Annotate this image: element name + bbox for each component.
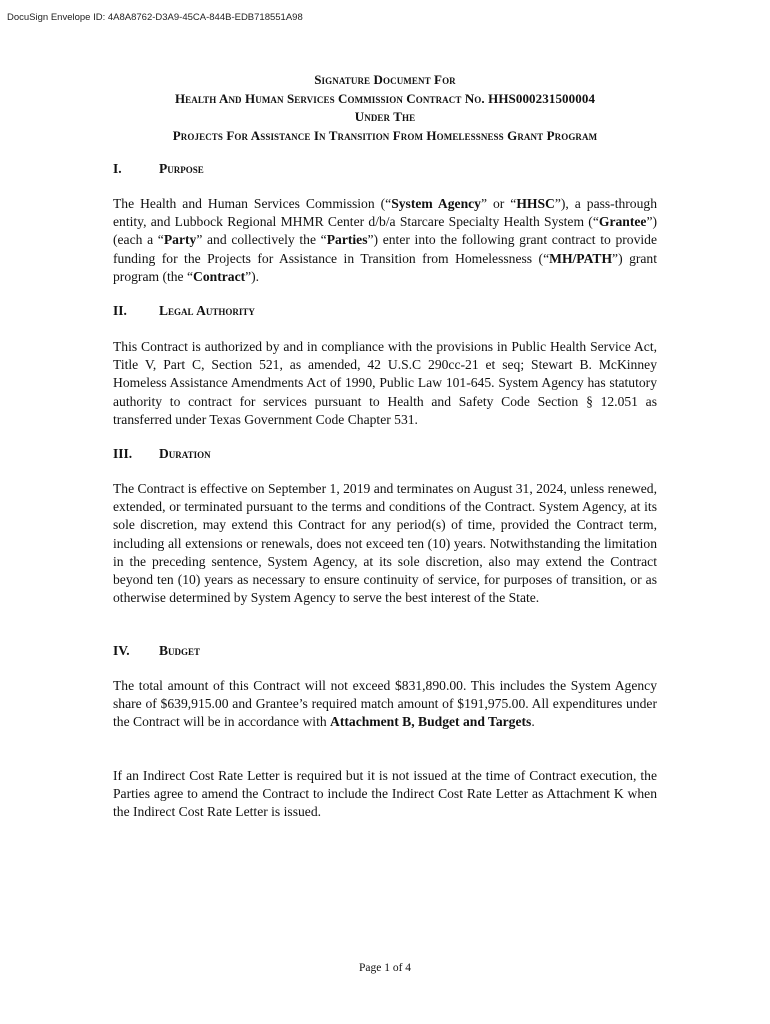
budget-paragraph-1: The total amount of this Contract will not exceed $831,890.00. This includes the System Agency share of $639,915.00 and Grantee’s required match amount of $191,975.00. All expenditures under the Contract will be in accordance with Attachment B, Budget and Targets. [113,678,657,730]
section-number: III. [113,446,133,461]
section-heading-purpose [113,161,204,177]
section-heading-budget [113,643,200,659]
section-title: Legal Authority [159,303,255,318]
section-heading-duration [113,446,211,462]
section-title: Purpose [159,161,204,176]
section-heading-legal-authority [113,303,255,319]
purpose-paragraph: The Health and Human Services Commission (“System Agency” or “HHSC”), a pass-through entity, and Lubbock Regional MHMR Center d/b/a Starcare Specialty Health System (“Grantee”) (each a “Party” and collectively the “Parties”) enter into the following grant contract to provide funding for the Projects for Assistance in Transition from Homelessness (“MH/PATH”) grant program (the “Contract”). [113,196,657,284]
legal-authority-paragraph: This Contract is authorized by and in compliance with the provisions in Public Health Service Act, Title V, Part C, Section 521, as amended, 42 U.S.C 290cc-21 et seq; Stewart B. McKinney Homeless Assistance Amendments Act of 1990, Public Law 101-645. System Agency has statutory authority to contract for services pursuant to Health and Safety Code Section § 12.051 as transferred under Texas Government Code Chapter 531. [113,339,657,427]
section-number: I. [113,161,122,176]
budget-paragraph-2: If an Indirect Cost Rate Letter is required but it is not issued at the time of Contract execution, the Parties agree to amend the Contract to include the Indirect Cost Rate Letter as Attachment K when the Indirect Cost Rate Letter is issued. [113,768,657,820]
section-title: Duration [159,446,211,461]
title-line-3: Under The [354,109,416,124]
title-line-1: Signature Document For [314,72,456,87]
document-title [0,71,770,145]
section-number: IV. [113,643,130,658]
docusign-envelope-id: DocuSign Envelope ID: 4A8A8762-D3A9-45CA-844B-EDB718551A98 [7,12,303,23]
section-title: Budget [159,643,201,658]
duration-paragraph: The Contract is effective on September 1, 2019 and terminates on August 31, 2024, unless renewed, extended, or terminated pursuant to the terms and conditions of the Contract. System Agency, at its sole discretion, may extend this Contract for any period(s) of time, provided the Contract term, including all extensions or renewals, does not exceed ten (10) years. Notwithstanding the limitation in the preceding sentence, System Agency, at its sole discretion, also may extend the Contract beyond ten (10) years as necessary to ensure continuity of service, for purposes of transition, or as otherwise determined by System Agency to serve the best interest of the State. [113,481,657,606]
title-line-2: Health And Human Services Commission Contract No. HHS000231500004 [174,90,596,106]
section-number: II. [113,303,127,318]
page-number: Page 1 of 4 [358,962,412,974]
title-line-4: Projects For Assistance In Transition From Homelessness Grant Program [172,127,598,143]
